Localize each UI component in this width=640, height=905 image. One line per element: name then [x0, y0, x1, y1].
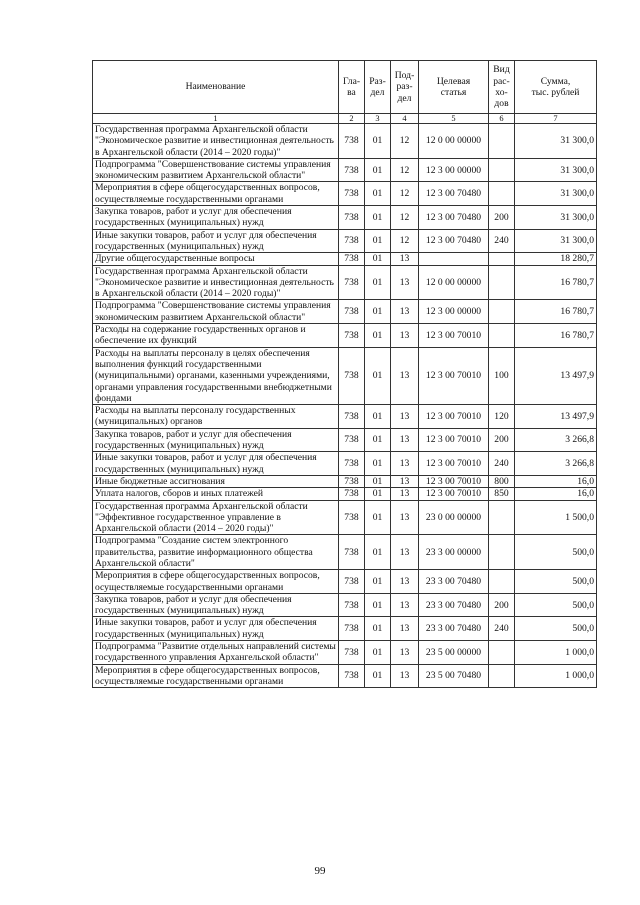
- cell-chapter: 738: [339, 488, 365, 500]
- cell-subsection: 13: [391, 500, 419, 535]
- cell-subsection: 13: [391, 535, 419, 570]
- header-chapter: Гла- ва: [339, 61, 365, 114]
- cell-expense-type: [489, 324, 515, 348]
- cell-section: 01: [365, 182, 391, 206]
- cell-subsection: 13: [391, 405, 419, 429]
- header-section: Раз- дел: [365, 61, 391, 114]
- cell-section: 01: [365, 300, 391, 324]
- cell-section: 01: [365, 253, 391, 265]
- column-number: 5: [419, 114, 489, 124]
- cell-amount: 500,0: [515, 593, 597, 617]
- cell-target: 12 3 00 70010: [419, 488, 489, 500]
- cell-expense-type: [489, 535, 515, 570]
- cell-subsection: 13: [391, 617, 419, 641]
- cell-amount: 31 300,0: [515, 229, 597, 253]
- cell-amount: 16 780,7: [515, 324, 597, 348]
- cell-subsection: 13: [391, 488, 419, 500]
- cell-name: Закупка товаров, работ и услуг для обеспечения государственных (муниципальных) нужд: [93, 428, 339, 452]
- cell-chapter: 738: [339, 475, 365, 487]
- table-row: [93, 300, 597, 324]
- cell-name: Закупка товаров, работ и услуг для обеспечения государственных (муниципальных) нужд: [93, 593, 339, 617]
- cell-name: Расходы на выплаты персоналу в целях обеспечения выполнения функций государственными (муниципальными) органами, казенными учреждениями, органами управления государственными внебюджетными фондами: [93, 347, 339, 404]
- table-row: [93, 452, 597, 476]
- column-number-row: [93, 114, 597, 124]
- cell-target: 12 3 00 70010: [419, 405, 489, 429]
- cell-amount: 31 300,0: [515, 124, 597, 159]
- cell-target: 12 3 00 70010: [419, 475, 489, 487]
- cell-subsection: 13: [391, 324, 419, 348]
- cell-name: Иные закупки товаров, работ и услуг для обеспечения государственных (муниципальных) нужд: [93, 452, 339, 476]
- cell-section: 01: [365, 206, 391, 230]
- cell-target: 12 3 00 70010: [419, 452, 489, 476]
- cell-chapter: 738: [339, 347, 365, 404]
- table-row: [93, 664, 597, 688]
- table-row: [93, 324, 597, 348]
- cell-name: Другие общегосударственные вопросы: [93, 253, 339, 265]
- cell-chapter: 738: [339, 206, 365, 230]
- cell-expense-type: 120: [489, 405, 515, 429]
- cell-name: Государственная программа Архангельской области "Экономическое развитие и инвестиционная деятельность в Архангельской области (2014 – 2020 годы)": [93, 265, 339, 300]
- cell-subsection: 13: [391, 664, 419, 688]
- table-header-row: [93, 61, 597, 114]
- cell-target: 23 3 00 70480: [419, 617, 489, 641]
- column-number: 3: [365, 114, 391, 124]
- cell-name: Подпрограмма "Развитие отдельных направлений системы государственного управления Архангельской области": [93, 641, 339, 665]
- cell-subsection: 12: [391, 124, 419, 159]
- cell-chapter: 738: [339, 428, 365, 452]
- cell-expense-type: 240: [489, 617, 515, 641]
- cell-target: [419, 253, 489, 265]
- cell-subsection: 13: [391, 641, 419, 665]
- cell-target: 23 5 00 70480: [419, 664, 489, 688]
- cell-expense-type: [489, 300, 515, 324]
- cell-expense-type: [489, 124, 515, 159]
- cell-amount: 31 300,0: [515, 182, 597, 206]
- cell-subsection: 13: [391, 570, 419, 594]
- cell-name: Уплата налогов, сборов и иных платежей: [93, 488, 339, 500]
- cell-section: 01: [365, 500, 391, 535]
- cell-amount: 16,0: [515, 488, 597, 500]
- cell-expense-type: [489, 182, 515, 206]
- budget-sheet: [92, 60, 596, 688]
- cell-chapter: 738: [339, 500, 365, 535]
- header-amount: Сумма, тыс. рублей: [515, 61, 597, 114]
- cell-name: Расходы на содержание государственных органов и обеспечение их функций: [93, 324, 339, 348]
- header-subsection: Под- раз- дел: [391, 61, 419, 114]
- cell-chapter: 738: [339, 253, 365, 265]
- cell-subsection: 13: [391, 452, 419, 476]
- cell-section: 01: [365, 265, 391, 300]
- cell-amount: 16 780,7: [515, 300, 597, 324]
- cell-chapter: 738: [339, 265, 365, 300]
- table-row: [93, 617, 597, 641]
- cell-name: Иные закупки товаров, работ и услуг для обеспечения государственных (муниципальных) нужд: [93, 617, 339, 641]
- cell-chapter: 738: [339, 570, 365, 594]
- cell-section: 01: [365, 475, 391, 487]
- cell-name: Подпрограмма "Совершенствование системы управления экономическим развитием Архангельской области": [93, 158, 339, 182]
- cell-subsection: 12: [391, 158, 419, 182]
- cell-section: 01: [365, 488, 391, 500]
- cell-target: 12 0 00 00000: [419, 124, 489, 159]
- table-body: [93, 124, 597, 688]
- cell-target: 23 5 00 00000: [419, 641, 489, 665]
- cell-name: Мероприятия в сфере общегосударственных вопросов, осуществляемые государственными органами: [93, 182, 339, 206]
- cell-section: 01: [365, 428, 391, 452]
- cell-section: 01: [365, 158, 391, 182]
- cell-expense-type: [489, 664, 515, 688]
- cell-expense-type: 200: [489, 428, 515, 452]
- cell-amount: 3 266,8: [515, 452, 597, 476]
- cell-expense-type: 240: [489, 452, 515, 476]
- cell-chapter: 738: [339, 300, 365, 324]
- table-row: [93, 229, 597, 253]
- cell-amount: 1 500,0: [515, 500, 597, 535]
- cell-target: 23 0 00 00000: [419, 500, 489, 535]
- cell-subsection: 13: [391, 475, 419, 487]
- cell-target: 23 3 00 70480: [419, 570, 489, 594]
- cell-subsection: 12: [391, 182, 419, 206]
- cell-target: 12 3 00 00000: [419, 300, 489, 324]
- cell-expense-type: [489, 570, 515, 594]
- cell-chapter: 738: [339, 324, 365, 348]
- cell-amount: 3 266,8: [515, 428, 597, 452]
- cell-section: 01: [365, 593, 391, 617]
- cell-chapter: 738: [339, 641, 365, 665]
- cell-name: Государственная программа Архангельской области "Эффективное государственное управление в Архангельской области (2014 – 2020 годы)": [93, 500, 339, 535]
- cell-subsection: 12: [391, 206, 419, 230]
- cell-chapter: 738: [339, 535, 365, 570]
- cell-amount: 31 300,0: [515, 206, 597, 230]
- table-row: [93, 475, 597, 487]
- cell-target: 12 3 00 70480: [419, 182, 489, 206]
- table-row: [93, 488, 597, 500]
- cell-section: 01: [365, 324, 391, 348]
- table-row: [93, 158, 597, 182]
- cell-name: Иные бюджетные ассигнования: [93, 475, 339, 487]
- cell-target: 12 3 00 70010: [419, 347, 489, 404]
- cell-chapter: 738: [339, 405, 365, 429]
- column-number: 2: [339, 114, 365, 124]
- table-row: [93, 500, 597, 535]
- cell-amount: 18 280,7: [515, 253, 597, 265]
- cell-chapter: 738: [339, 617, 365, 641]
- cell-target: 23 3 00 70480: [419, 593, 489, 617]
- header-expense-type: Вид рас- хо- дов: [489, 61, 515, 114]
- cell-expense-type: 200: [489, 206, 515, 230]
- cell-amount: 1 000,0: [515, 664, 597, 688]
- cell-expense-type: [489, 500, 515, 535]
- header-target: Целевая статья: [419, 61, 489, 114]
- column-number: 7: [515, 114, 597, 124]
- header-name: Наименование: [93, 61, 339, 114]
- cell-name: Расходы на выплаты персоналу государственных (муниципальных) органов: [93, 405, 339, 429]
- cell-expense-type: 240: [489, 229, 515, 253]
- cell-expense-type: [489, 641, 515, 665]
- cell-target: 12 3 00 00000: [419, 158, 489, 182]
- cell-section: 01: [365, 124, 391, 159]
- column-number: 1: [93, 114, 339, 124]
- cell-chapter: 738: [339, 664, 365, 688]
- table-row: [93, 641, 597, 665]
- cell-expense-type: 800: [489, 475, 515, 487]
- table-row: [93, 535, 597, 570]
- cell-section: 01: [365, 229, 391, 253]
- cell-expense-type: [489, 158, 515, 182]
- cell-subsection: 12: [391, 229, 419, 253]
- cell-target: 23 3 00 00000: [419, 535, 489, 570]
- table-row: [93, 124, 597, 159]
- cell-name: Подпрограмма "Совершенствование системы управления экономическим развитием Архангельской области": [93, 300, 339, 324]
- cell-expense-type: 100: [489, 347, 515, 404]
- cell-name: Мероприятия в сфере общегосударственных вопросов, осуществляемые государственными органами: [93, 570, 339, 594]
- table-row: [93, 265, 597, 300]
- table-row: [93, 593, 597, 617]
- cell-name: Мероприятия в сфере общегосударственных вопросов, осуществляемые государственными органами: [93, 664, 339, 688]
- cell-chapter: 738: [339, 182, 365, 206]
- table-row: [93, 570, 597, 594]
- table-row: [93, 428, 597, 452]
- cell-amount: 500,0: [515, 570, 597, 594]
- cell-subsection: 13: [391, 253, 419, 265]
- cell-expense-type: [489, 253, 515, 265]
- cell-section: 01: [365, 405, 391, 429]
- cell-name: Иные закупки товаров, работ и услуг для обеспечения государственных (муниципальных) нужд: [93, 229, 339, 253]
- cell-subsection: 13: [391, 300, 419, 324]
- budget-table: [92, 60, 597, 688]
- table-row: [93, 206, 597, 230]
- cell-amount: 13 497,9: [515, 405, 597, 429]
- table-row: [93, 182, 597, 206]
- cell-name: Государственная программа Архангельской области "Экономическое развитие и инвестиционная деятельность в Архангельской области (2014 – 2020 годы)": [93, 124, 339, 159]
- cell-expense-type: [489, 265, 515, 300]
- cell-amount: 31 300,0: [515, 158, 597, 182]
- cell-subsection: 13: [391, 265, 419, 300]
- column-number: 6: [489, 114, 515, 124]
- table-row: [93, 347, 597, 404]
- column-number: 4: [391, 114, 419, 124]
- cell-amount: 13 497,9: [515, 347, 597, 404]
- cell-amount: 1 000,0: [515, 641, 597, 665]
- cell-chapter: 738: [339, 158, 365, 182]
- cell-amount: 16 780,7: [515, 265, 597, 300]
- cell-amount: 500,0: [515, 535, 597, 570]
- cell-amount: 500,0: [515, 617, 597, 641]
- cell-section: 01: [365, 641, 391, 665]
- cell-section: 01: [365, 617, 391, 641]
- cell-target: 12 3 00 70480: [419, 229, 489, 253]
- cell-name: Подпрограмма "Создание систем электронного правительства, развитие информационного общества Архангельской области": [93, 535, 339, 570]
- cell-target: 12 3 00 70010: [419, 428, 489, 452]
- cell-expense-type: 850: [489, 488, 515, 500]
- cell-chapter: 738: [339, 229, 365, 253]
- cell-amount: 16,0: [515, 475, 597, 487]
- cell-expense-type: 200: [489, 593, 515, 617]
- cell-target: 12 3 00 70010: [419, 324, 489, 348]
- cell-chapter: 738: [339, 452, 365, 476]
- cell-chapter: 738: [339, 124, 365, 159]
- cell-subsection: 13: [391, 593, 419, 617]
- cell-section: 01: [365, 452, 391, 476]
- cell-section: 01: [365, 664, 391, 688]
- cell-chapter: 738: [339, 593, 365, 617]
- cell-section: 01: [365, 535, 391, 570]
- cell-subsection: 13: [391, 428, 419, 452]
- cell-target: 12 3 00 70480: [419, 206, 489, 230]
- page-number: 99: [314, 865, 326, 877]
- cell-target: 12 0 00 00000: [419, 265, 489, 300]
- cell-section: 01: [365, 570, 391, 594]
- cell-subsection: 13: [391, 347, 419, 404]
- table-row: [93, 405, 597, 429]
- table-row: [93, 253, 597, 265]
- cell-section: 01: [365, 347, 391, 404]
- cell-name: Закупка товаров, работ и услуг для обеспечения государственных (муниципальных) нужд: [93, 206, 339, 230]
